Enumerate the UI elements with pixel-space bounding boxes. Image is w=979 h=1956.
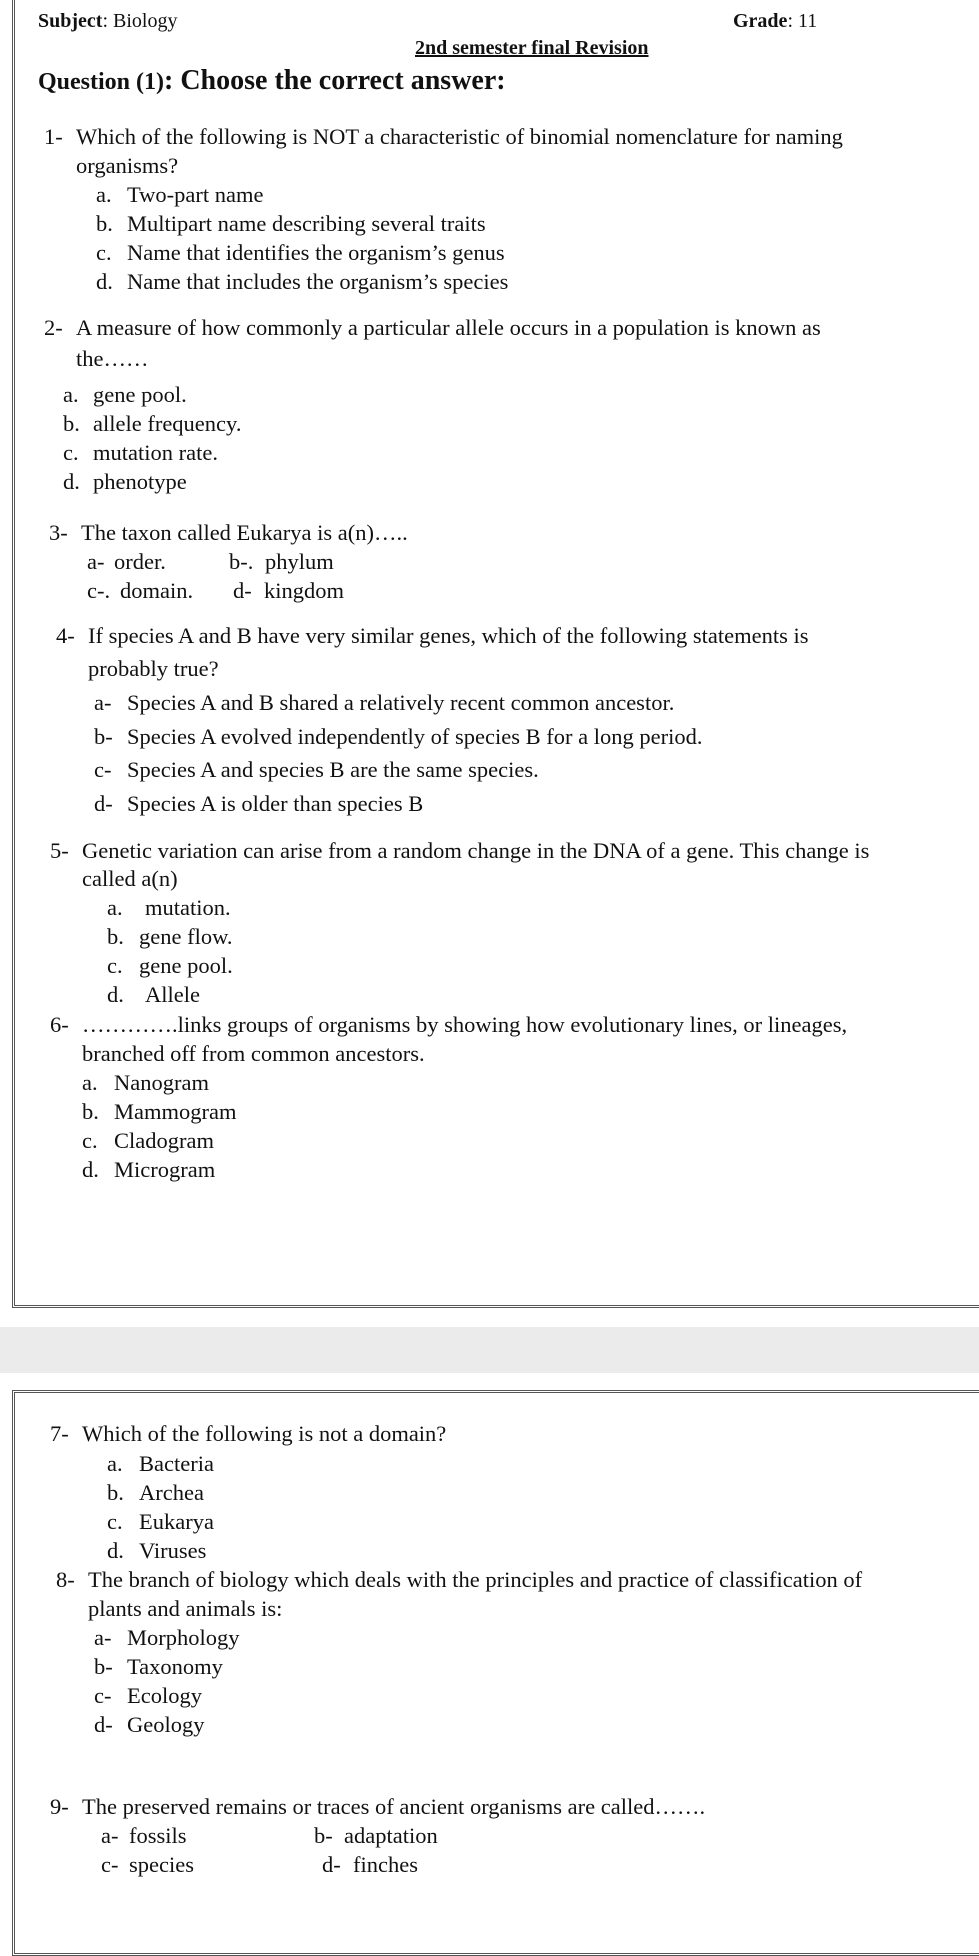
option-text: phylum [265,549,334,574]
option-text: mutation rate. [93,440,218,465]
option-label: c. [107,1509,123,1534]
option-text: Geology [127,1712,205,1737]
question-number: 8- [56,1567,75,1592]
question-text: The preserved remains or traces of ancient organisms are called……. [82,1794,706,1819]
option-text: Taxonomy [127,1654,223,1679]
option-label: a. [96,182,112,207]
question-text: probably true? [88,656,219,681]
question-text: The branch of biology which deals with the principles and practice of classification of [88,1567,863,1592]
option-text: species [129,1852,194,1877]
option-label: c-. [87,578,111,603]
question-number: 9- [50,1794,69,1819]
question-number: 1- [44,124,63,149]
option-text: Species A and species B are the same species. [127,757,539,782]
question-text: If species A and B have very similar genes, which of the following statements is [88,623,809,648]
option-label: a. [63,382,79,407]
option-label: c- [101,1852,119,1877]
option-text: Nanogram [114,1070,209,1095]
option-label: a- [101,1823,119,1848]
question-number: 7- [50,1421,69,1446]
option-text: kingdom [264,578,345,603]
option-text: Species A and B shared a relatively recent common ancestor. [127,690,675,715]
option-label: a. [107,895,123,920]
question-number: 3- [49,520,68,545]
option-text: phenotype [93,469,187,494]
option-label: d. [107,982,124,1007]
option-label: d- [94,791,113,816]
question-text: Which of the following is not a domain? [82,1421,447,1446]
question-text: ………….links groups of organisms by showing how evolutionary lines, or lineages, [82,1012,848,1037]
option-text: adaptation [344,1823,438,1848]
option-label: a. [107,1451,123,1476]
option-text: finches [353,1852,418,1877]
option-label: a- [94,690,112,715]
page-subtitle: 2nd semester final Revision [415,37,649,59]
question-number: 6- [50,1012,69,1037]
option-label: d. [63,469,80,494]
option-label: d. [82,1157,99,1182]
option-label: b. [96,211,113,236]
question-label: Question (1) [38,69,164,95]
option-text: gene flow. [139,924,233,949]
question-text: the…… [76,346,149,371]
option-text: Archea [139,1480,204,1505]
option-text: Cladogram [114,1128,214,1153]
option-text: Mammogram [114,1099,237,1124]
question-text: organisms? [76,153,179,178]
subject-line [38,11,177,31]
option-text: order. [114,549,166,574]
subject-label: Subject [38,10,103,32]
grade-line [733,11,817,31]
option-text: Name that includes the organism’s species [127,269,509,294]
question-number: 5- [50,838,69,863]
question-text: A measure of how commonly a particular allele occurs in a population is known as [76,315,821,340]
question-text: called a(n) [82,866,178,891]
option-label: c. [82,1128,98,1153]
grade-label: Grade [733,10,788,32]
option-text: Species A is older than species B [127,791,424,816]
option-label: c. [107,953,123,978]
option-text: Bacteria [139,1451,214,1476]
option-label: d- [233,578,252,603]
option-label: b- [94,724,113,749]
option-label: b. [107,1480,124,1505]
option-label: b. [82,1099,99,1124]
option-text: Two-part name [127,182,264,207]
question-text: The taxon called Eukarya is a(n)….. [81,520,408,545]
option-text: Allele [145,982,200,1007]
option-text: Ecology [127,1683,202,1708]
option-text: Species A evolved independently of species B for a long period. [127,724,703,749]
option-label: c. [96,240,112,265]
option-text: fossils [129,1823,187,1848]
option-label: c- [94,757,112,782]
subject-value: : Biology [102,10,178,32]
option-text: Morphology [127,1625,240,1650]
question-number: 2- [44,315,63,340]
option-label: b-. [229,549,254,574]
option-label: b- [314,1823,333,1848]
question-number: 4- [56,623,75,648]
option-text: gene pool. [139,953,233,978]
option-label: a- [87,549,105,574]
option-text: mutation. [145,895,231,920]
option-text: Viruses [139,1538,207,1563]
option-text: gene pool. [93,382,187,407]
option-label: d. [107,1538,124,1563]
option-text: Name that identifies the organism’s genus [127,240,505,265]
option-label: d- [322,1852,341,1877]
instruction-text: : Choose the correct answer: [164,65,506,96]
question-text: Genetic variation can arise from a random change in the DNA of a gene. This change is [82,838,870,863]
option-text: Microgram [114,1157,216,1182]
option-label: a- [94,1625,112,1650]
option-label: b. [107,924,124,949]
option-text: allele frequency. [93,411,242,436]
option-label: c. [63,440,79,465]
grade-value: : 11 [787,10,818,32]
question-text: Which of the following is NOT a characteristic of binomial nomenclature for naming [76,124,843,149]
option-label: d. [96,269,113,294]
page-separator [0,1327,979,1373]
option-text: Eukarya [139,1509,214,1534]
option-text: Multipart name describing several traits [127,211,486,236]
option-label: b- [94,1654,113,1679]
option-label: d- [94,1712,113,1737]
section-heading [38,67,506,95]
option-label: a. [82,1070,98,1095]
option-label: b. [63,411,80,436]
option-label: c- [94,1683,112,1708]
question-text: branched off from common ancestors. [82,1041,425,1066]
question-text: plants and animals is: [88,1596,283,1621]
option-text: domain. [120,578,194,603]
